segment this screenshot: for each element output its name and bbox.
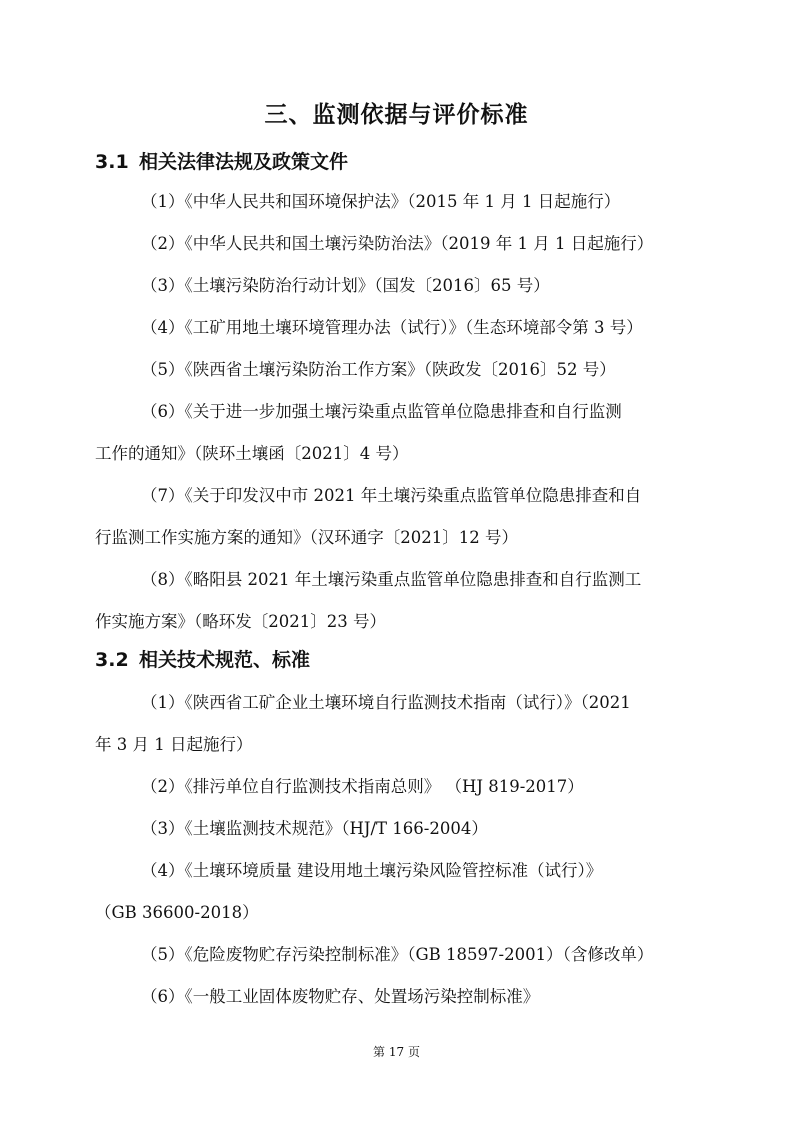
page-number: 第 17 页 <box>373 1045 420 1059</box>
list-item: （6）《一般工业固体废物贮存、处置场污染控制标准》 <box>141 987 540 1006</box>
page-title: 三、监测依据与评价标准 <box>264 102 529 128</box>
section-title: 相关法律法规及政策文件 <box>139 151 349 173</box>
list-item: （5）《危险废物贮存污染控制标准》（GB 18597-2001）（含修改单） <box>141 945 654 964</box>
list-item-continuation: 年 3 月 1 日起施行） <box>95 735 253 754</box>
list-item: （3）《土壤监测技术规范》（HJ/T 166-2004） <box>141 819 488 838</box>
list-item: （2）《排污单位自行监测技术指南总则》 （HJ 819-2017） <box>141 777 584 796</box>
list-item: （8）《略阳县 2021 年土壤污染重点监管单位隐患排查和自行监测工 <box>141 570 642 589</box>
list-item: （2）《中华人民共和国土壤污染防治法》（2019 年 1 月 1 日起施行） <box>141 234 654 253</box>
list-item-continuation: 行监测工作实施方案的通知》（汉环通字〔2021〕12 号） <box>95 528 518 547</box>
list-item: （6）《关于进一步加强土壤污染重点监管单位隐患排查和自行监测 <box>141 402 622 421</box>
section-number: 3.2 <box>95 649 129 671</box>
list-item: （4）《工矿用地土壤环境管理办法（试行）》（生态环境部令第 3 号） <box>141 318 643 337</box>
section-heading-3-1 <box>95 147 348 174</box>
section-heading-3-2 <box>95 645 310 672</box>
list-item-continuation: 工作的通知》（陕环土壤函〔2021〕4 号） <box>95 444 409 463</box>
section-number: 3.1 <box>95 151 129 173</box>
list-item: （1）《中华人民共和国环境保护法》（2015 年 1 月 1 日起施行） <box>141 192 621 211</box>
list-item-continuation: 作实施方案》（略环发〔2021〕23 号） <box>95 612 386 631</box>
list-item-continuation: （GB 36600-2018） <box>95 903 259 922</box>
list-item: （3）《土壤污染防治行动计划》（国发〔2016〕65 号） <box>141 276 550 295</box>
list-item: （4）《土壤环境质量 建设用地土壤污染风险管控标准（试行）》 <box>141 861 603 880</box>
list-item: （7）《关于印发汉中市 2021 年土壤污染重点监管单位隐患排查和自 <box>141 486 642 505</box>
section-title: 相关技术规范、标准 <box>139 649 311 671</box>
list-item: （5）《陕西省土壤污染防治工作方案》（陕政发〔2016〕52 号） <box>141 360 616 379</box>
list-item: （1）《陕西省工矿企业土壤环境自行监测技术指南（试行）》（2021 <box>141 693 631 712</box>
